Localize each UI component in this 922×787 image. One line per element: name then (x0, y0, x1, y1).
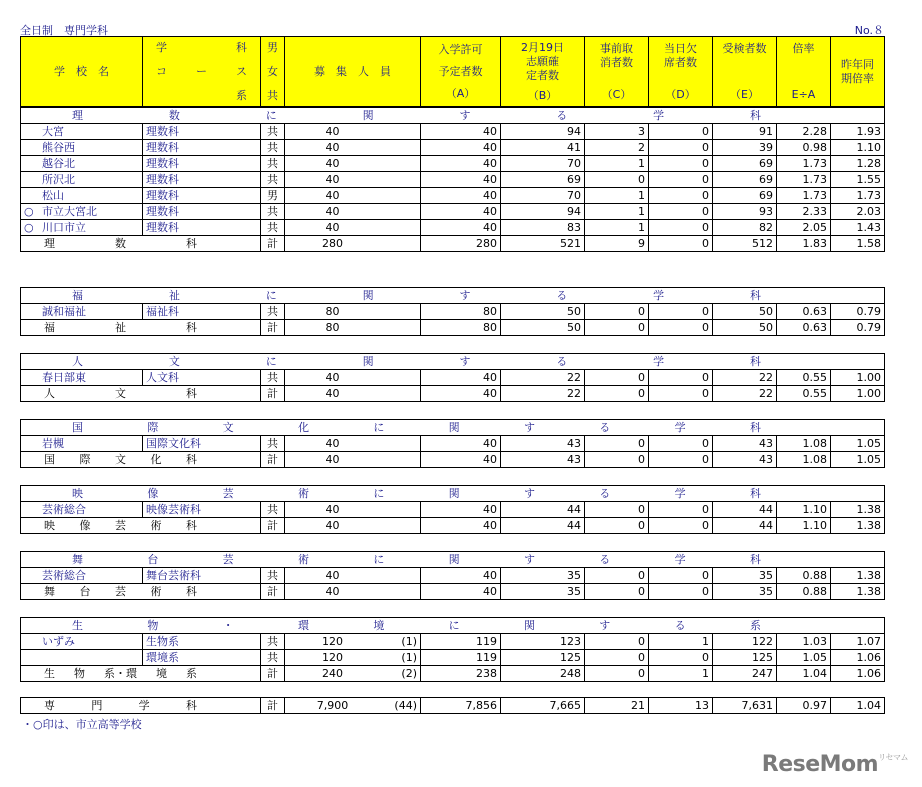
gender-cell: 共 (261, 204, 285, 220)
absent-cell: 0 (649, 650, 713, 666)
capacity-cell: 120 (1) (285, 634, 421, 650)
gender-cell: 計 (261, 236, 285, 252)
capacity-cell: 80 (285, 304, 421, 320)
absent-cell: 0 (649, 320, 713, 336)
school-cell: 岩槻 (21, 436, 143, 452)
examinees-cell: 35 (713, 568, 777, 584)
course-cell: 福祉科 (143, 304, 261, 320)
table-row (21, 188, 885, 204)
withdrawn-cell: 1 (585, 204, 649, 220)
applied-cell: 125 (501, 650, 585, 666)
withdrawn-cell: 2 (585, 140, 649, 156)
city-mark: ○ (24, 220, 34, 234)
absent-cell: 0 (649, 124, 713, 140)
course-cell: 国際文化科 (143, 436, 261, 452)
planned-cell: 119 (421, 650, 501, 666)
applied-cell: 22 (501, 386, 585, 402)
capacity-cell: 240 (2) (285, 666, 421, 682)
withdrawn-cell: 1 (585, 220, 649, 236)
course-cell: 理数科 (143, 188, 261, 204)
course-cell: 理数科 (143, 220, 261, 236)
column-header-table (20, 36, 885, 107)
footnote: ・○印は、市立高等学校 (22, 718, 142, 731)
absent-cell: 0 (649, 304, 713, 320)
last-ratio-cell: 1.00 (831, 370, 885, 386)
absent-cell: 0 (649, 236, 713, 252)
table-row (21, 304, 885, 320)
school-cell: 大宮 (21, 124, 143, 140)
planned-cell: 40 (421, 568, 501, 584)
section-table (20, 287, 885, 336)
total-label: 舞 台 芸 術 科 (21, 584, 261, 600)
withdrawn-cell: 0 (585, 518, 649, 534)
absent-cell: 0 (649, 568, 713, 584)
total-row (21, 666, 885, 682)
gender-cell: 計 (261, 452, 285, 468)
gender-cell: 計 (261, 518, 285, 534)
examinees-cell: 44 (713, 518, 777, 534)
course-cell: 理数科 (143, 156, 261, 172)
absent-cell: 0 (649, 518, 713, 534)
course-cell: 理数科 (143, 140, 261, 156)
col-gender: 男 女 共 (261, 37, 285, 107)
withdrawn-cell: 0 (585, 172, 649, 188)
withdrawn-cell: 0 (585, 304, 649, 320)
school-cell: 芸術総合 (21, 568, 143, 584)
course-cell: 理数科 (143, 172, 261, 188)
absent-cell: 0 (649, 220, 713, 236)
table-row (21, 502, 885, 518)
gender-cell: 計 (261, 320, 285, 336)
gender-cell: 男 (261, 188, 285, 204)
planned-cell: 40 (421, 584, 501, 600)
examinees-cell: 7,631 (713, 698, 777, 714)
examinees-cell: 69 (713, 172, 777, 188)
applied-cell: 123 (501, 634, 585, 650)
section-table (20, 107, 885, 252)
last-ratio-cell: 1.10 (831, 140, 885, 156)
examinees-cell: 122 (713, 634, 777, 650)
capacity-cell: 40 (285, 436, 421, 452)
col-absent: 当日欠 席者数 （D） (649, 37, 713, 107)
grand-total-row (21, 698, 885, 714)
withdrawn-cell: 0 (585, 502, 649, 518)
planned-cell: 40 (421, 156, 501, 172)
applied-cell: 43 (501, 436, 585, 452)
gender-cell: 共 (261, 370, 285, 386)
planned-cell: 119 (421, 634, 501, 650)
school-cell: 越谷北 (21, 156, 143, 172)
ratio-cell: 1.08 (777, 452, 831, 468)
last-ratio-cell: 1.38 (831, 568, 885, 584)
table-row (21, 172, 885, 188)
withdrawn-cell: 0 (585, 650, 649, 666)
last-ratio-cell: 2.03 (831, 204, 885, 220)
withdrawn-cell: 1 (585, 156, 649, 172)
ratio-cell: 1.04 (777, 666, 831, 682)
examinees-cell: 39 (713, 140, 777, 156)
capacity-cell: 40 (285, 452, 421, 468)
absent-cell: 1 (649, 666, 713, 682)
school-cell: 春日部東 (21, 370, 143, 386)
ratio-cell: 0.88 (777, 568, 831, 584)
planned-cell: 40 (421, 502, 501, 518)
planned-cell: 40 (421, 140, 501, 156)
examinees-cell: 22 (713, 386, 777, 402)
ratio-cell: 0.97 (777, 698, 831, 714)
page-number: No.８ (854, 24, 884, 37)
ratio-cell: 0.63 (777, 304, 831, 320)
col-planned: 入学許可 予定者数 （A） (421, 37, 501, 107)
table-row (21, 370, 885, 386)
course-cell: 人文科 (143, 370, 261, 386)
ratio-cell: 2.33 (777, 204, 831, 220)
table-row (21, 140, 885, 156)
last-ratio-cell: 1.55 (831, 172, 885, 188)
applied-cell: 521 (501, 236, 585, 252)
withdrawn-cell: 0 (585, 452, 649, 468)
gender-cell: 共 (261, 140, 285, 156)
examinees-cell: 43 (713, 436, 777, 452)
col-course: 学 科 コ ー ス 系 (143, 37, 261, 107)
section-title: 映 像 芸 術 に 関 す る 学 科 (21, 486, 885, 502)
page-header-left: 全日制 専門学科 (20, 24, 108, 37)
last-ratio-cell: 1.06 (831, 650, 885, 666)
withdrawn-cell: 21 (585, 698, 649, 714)
last-ratio-cell: 1.07 (831, 634, 885, 650)
ratio-cell: 1.73 (777, 156, 831, 172)
applied-cell: 83 (501, 220, 585, 236)
examinees-cell: 44 (713, 502, 777, 518)
withdrawn-cell: 1 (585, 188, 649, 204)
section-title: 国 際 文 化 に 関 す る 学 科 (21, 420, 885, 436)
resemom-logo: ReseMom$^{リセマム}$ (761, 752, 908, 777)
absent-cell: 0 (649, 502, 713, 518)
total-label: 専 門 学 科 (21, 698, 261, 714)
gender-cell: 計 (261, 584, 285, 600)
ratio-cell: 1.03 (777, 634, 831, 650)
capacity-cell: 40 (285, 172, 421, 188)
total-row (21, 236, 885, 252)
col-ratio: 倍率 E÷A (777, 37, 831, 107)
gender-cell: 共 (261, 156, 285, 172)
last-ratio-cell: 1.43 (831, 220, 885, 236)
gender-cell: 共 (261, 304, 285, 320)
section-title: 人 文 に 関 す る 学 科 (21, 354, 885, 370)
last-ratio-cell: 1.38 (831, 584, 885, 600)
last-ratio-cell: 1.58 (831, 236, 885, 252)
examinees-cell: 82 (713, 220, 777, 236)
total-label: 福 祉 科 (21, 320, 261, 336)
gender-cell: 共 (261, 172, 285, 188)
gender-cell: 計 (261, 698, 285, 714)
section-table (20, 353, 885, 402)
absent-cell: 0 (649, 188, 713, 204)
gender-cell: 共 (261, 502, 285, 518)
col-examinees: 受検者数 （E） (713, 37, 777, 107)
ratio-cell: 1.10 (777, 502, 831, 518)
absent-cell: 0 (649, 156, 713, 172)
table-row (21, 156, 885, 172)
col-withdrawn: 事前取 消者数 （C） (585, 37, 649, 107)
applied-cell: 50 (501, 304, 585, 320)
capacity-cell: 40 (285, 502, 421, 518)
examinees-cell: 91 (713, 124, 777, 140)
examinees-cell: 50 (713, 304, 777, 320)
absent-cell: 0 (649, 584, 713, 600)
school-cell: ○ 市立大宮北 (21, 204, 143, 220)
planned-cell: 40 (421, 452, 501, 468)
last-ratio-cell: 1.05 (831, 436, 885, 452)
last-ratio-cell: 1.28 (831, 156, 885, 172)
ratio-cell: 2.05 (777, 220, 831, 236)
capacity-cell: 120 (1) (285, 650, 421, 666)
total-label: 生 物 系・環 境 系 (21, 666, 261, 682)
total-label: 映 像 芸 術 科 (21, 518, 261, 534)
ratio-cell: 0.55 (777, 386, 831, 402)
withdrawn-cell: 3 (585, 124, 649, 140)
withdrawn-cell: 0 (585, 584, 649, 600)
planned-cell: 40 (421, 220, 501, 236)
capacity-cell: 40 (285, 386, 421, 402)
planned-cell: 40 (421, 436, 501, 452)
absent-cell: 0 (649, 386, 713, 402)
planned-cell: 40 (421, 518, 501, 534)
section-title: 舞 台 芸 術 に 関 す る 学 科 (21, 552, 885, 568)
capacity-cell: 40 (285, 584, 421, 600)
school-cell: ○ 川口市立 (21, 220, 143, 236)
course-cell: 理数科 (143, 124, 261, 140)
last-ratio-cell: 1.38 (831, 518, 885, 534)
examinees-cell: 247 (713, 666, 777, 682)
ratio-cell: 1.05 (777, 650, 831, 666)
school-cell: いずみ (21, 634, 143, 650)
table-row (21, 204, 885, 220)
applied-cell: 94 (501, 124, 585, 140)
capacity-cell: 40 (285, 370, 421, 386)
section-title: 理 数 に 関 す る 学 科 (21, 108, 885, 124)
ratio-cell: 0.98 (777, 140, 831, 156)
applied-cell: 44 (501, 502, 585, 518)
planned-cell: 80 (421, 304, 501, 320)
section-table (20, 617, 885, 682)
total-row (21, 320, 885, 336)
absent-cell: 0 (649, 370, 713, 386)
examinees-cell: 93 (713, 204, 777, 220)
ratio-cell: 0.88 (777, 584, 831, 600)
section-table (20, 485, 885, 534)
total-row (21, 584, 885, 600)
ratio-cell: 1.10 (777, 518, 831, 534)
examinees-cell: 69 (713, 188, 777, 204)
school-cell: 所沢北 (21, 172, 143, 188)
applied-cell: 70 (501, 156, 585, 172)
last-ratio-cell: 0.79 (831, 320, 885, 336)
course-cell: 映像芸術科 (143, 502, 261, 518)
last-ratio-cell: 1.06 (831, 666, 885, 682)
applied-cell: 248 (501, 666, 585, 682)
applied-cell: 69 (501, 172, 585, 188)
applied-cell: 50 (501, 320, 585, 336)
planned-cell: 40 (421, 204, 501, 220)
gender-cell: 共 (261, 436, 285, 452)
gender-cell: 計 (261, 666, 285, 682)
table-row (21, 634, 885, 650)
examinees-cell: 35 (713, 584, 777, 600)
section-table (20, 419, 885, 468)
examinees-cell: 43 (713, 452, 777, 468)
last-ratio-cell: 1.73 (831, 188, 885, 204)
total-label: 人 文 科 (21, 386, 261, 402)
applied-cell: 43 (501, 452, 585, 468)
applied-cell: 94 (501, 204, 585, 220)
ratio-cell: 0.63 (777, 320, 831, 336)
table-row (21, 124, 885, 140)
grand-total-table (20, 697, 885, 714)
planned-cell: 80 (421, 320, 501, 336)
total-row (21, 518, 885, 534)
gender-cell: 計 (261, 386, 285, 402)
gender-cell: 共 (261, 220, 285, 236)
examinees-cell: 69 (713, 156, 777, 172)
last-ratio-cell: 1.05 (831, 452, 885, 468)
col-applied: 2月19日 志願確 定者数 （B） (501, 37, 585, 107)
last-ratio-cell: 1.04 (831, 698, 885, 714)
capacity-cell: 7,900 (44) (285, 698, 421, 714)
school-cell: 誠和福祉 (21, 304, 143, 320)
applied-cell: 35 (501, 584, 585, 600)
withdrawn-cell: 9 (585, 236, 649, 252)
examinees-cell: 512 (713, 236, 777, 252)
total-row (21, 452, 885, 468)
absent-cell: 0 (649, 172, 713, 188)
withdrawn-cell: 0 (585, 370, 649, 386)
section-table (20, 551, 885, 600)
capacity-cell: 40 (285, 568, 421, 584)
col-school: 学 校 名 (21, 37, 143, 107)
capacity-cell: 80 (285, 320, 421, 336)
ratio-cell: 1.83 (777, 236, 831, 252)
absent-cell: 1 (649, 634, 713, 650)
course-cell: 舞台芸術科 (143, 568, 261, 584)
school-cell: 松山 (21, 188, 143, 204)
school-cell (21, 650, 143, 666)
ratio-cell: 1.73 (777, 188, 831, 204)
absent-cell: 0 (649, 204, 713, 220)
table-row (21, 220, 885, 236)
planned-cell: 40 (421, 188, 501, 204)
applied-cell: 41 (501, 140, 585, 156)
examinees-cell: 22 (713, 370, 777, 386)
capacity-cell: 40 (285, 124, 421, 140)
absent-cell: 0 (649, 452, 713, 468)
total-label: 国 際 文 化 科 (21, 452, 261, 468)
applied-cell: 44 (501, 518, 585, 534)
ratio-cell: 2.28 (777, 124, 831, 140)
total-row (21, 386, 885, 402)
applied-cell: 7,665 (501, 698, 585, 714)
withdrawn-cell: 0 (585, 320, 649, 336)
absent-cell: 0 (649, 436, 713, 452)
withdrawn-cell: 0 (585, 386, 649, 402)
applied-cell: 22 (501, 370, 585, 386)
total-label: 理 数 科 (21, 236, 261, 252)
ratio-cell: 0.55 (777, 370, 831, 386)
capacity-cell: 40 (285, 220, 421, 236)
planned-cell: 40 (421, 172, 501, 188)
gender-cell: 共 (261, 650, 285, 666)
table-row (21, 568, 885, 584)
gender-cell: 共 (261, 124, 285, 140)
section-title: 生 物 ・ 環 境 に 関 す る 系 (21, 618, 885, 634)
school-cell: 芸術総合 (21, 502, 143, 518)
capacity-cell: 40 (285, 140, 421, 156)
gender-cell: 共 (261, 634, 285, 650)
withdrawn-cell: 0 (585, 436, 649, 452)
capacity-cell: 40 (285, 156, 421, 172)
planned-cell: 7,856 (421, 698, 501, 714)
capacity-cell: 40 (285, 204, 421, 220)
ratio-cell: 1.08 (777, 436, 831, 452)
course-cell: 環境系 (143, 650, 261, 666)
applied-cell: 35 (501, 568, 585, 584)
capacity-cell: 40 (285, 518, 421, 534)
applied-cell: 70 (501, 188, 585, 204)
table-row (21, 436, 885, 452)
examinees-cell: 50 (713, 320, 777, 336)
planned-cell: 238 (421, 666, 501, 682)
last-ratio-cell: 1.38 (831, 502, 885, 518)
planned-cell: 40 (421, 386, 501, 402)
col-last-ratio: 昨年同 期倍率 (831, 37, 885, 107)
last-ratio-cell: 0.79 (831, 304, 885, 320)
course-cell: 理数科 (143, 204, 261, 220)
col-capacity: 募 集 人 員 (285, 37, 421, 107)
withdrawn-cell: 0 (585, 666, 649, 682)
capacity-cell: 280 (285, 236, 421, 252)
table-row (21, 650, 885, 666)
examinees-cell: 125 (713, 650, 777, 666)
absent-cell: 13 (649, 698, 713, 714)
absent-cell: 0 (649, 140, 713, 156)
last-ratio-cell: 1.00 (831, 386, 885, 402)
planned-cell: 40 (421, 124, 501, 140)
course-cell: 生物系 (143, 634, 261, 650)
last-ratio-cell: 1.93 (831, 124, 885, 140)
gender-cell: 共 (261, 568, 285, 584)
ratio-cell: 1.73 (777, 172, 831, 188)
planned-cell: 40 (421, 370, 501, 386)
school-cell: 熊谷西 (21, 140, 143, 156)
city-mark: ○ (24, 204, 34, 218)
planned-cell: 280 (421, 236, 501, 252)
withdrawn-cell: 0 (585, 568, 649, 584)
capacity-cell: 40 (285, 188, 421, 204)
section-title: 福 祉 に 関 す る 学 科 (21, 288, 885, 304)
withdrawn-cell: 0 (585, 634, 649, 650)
